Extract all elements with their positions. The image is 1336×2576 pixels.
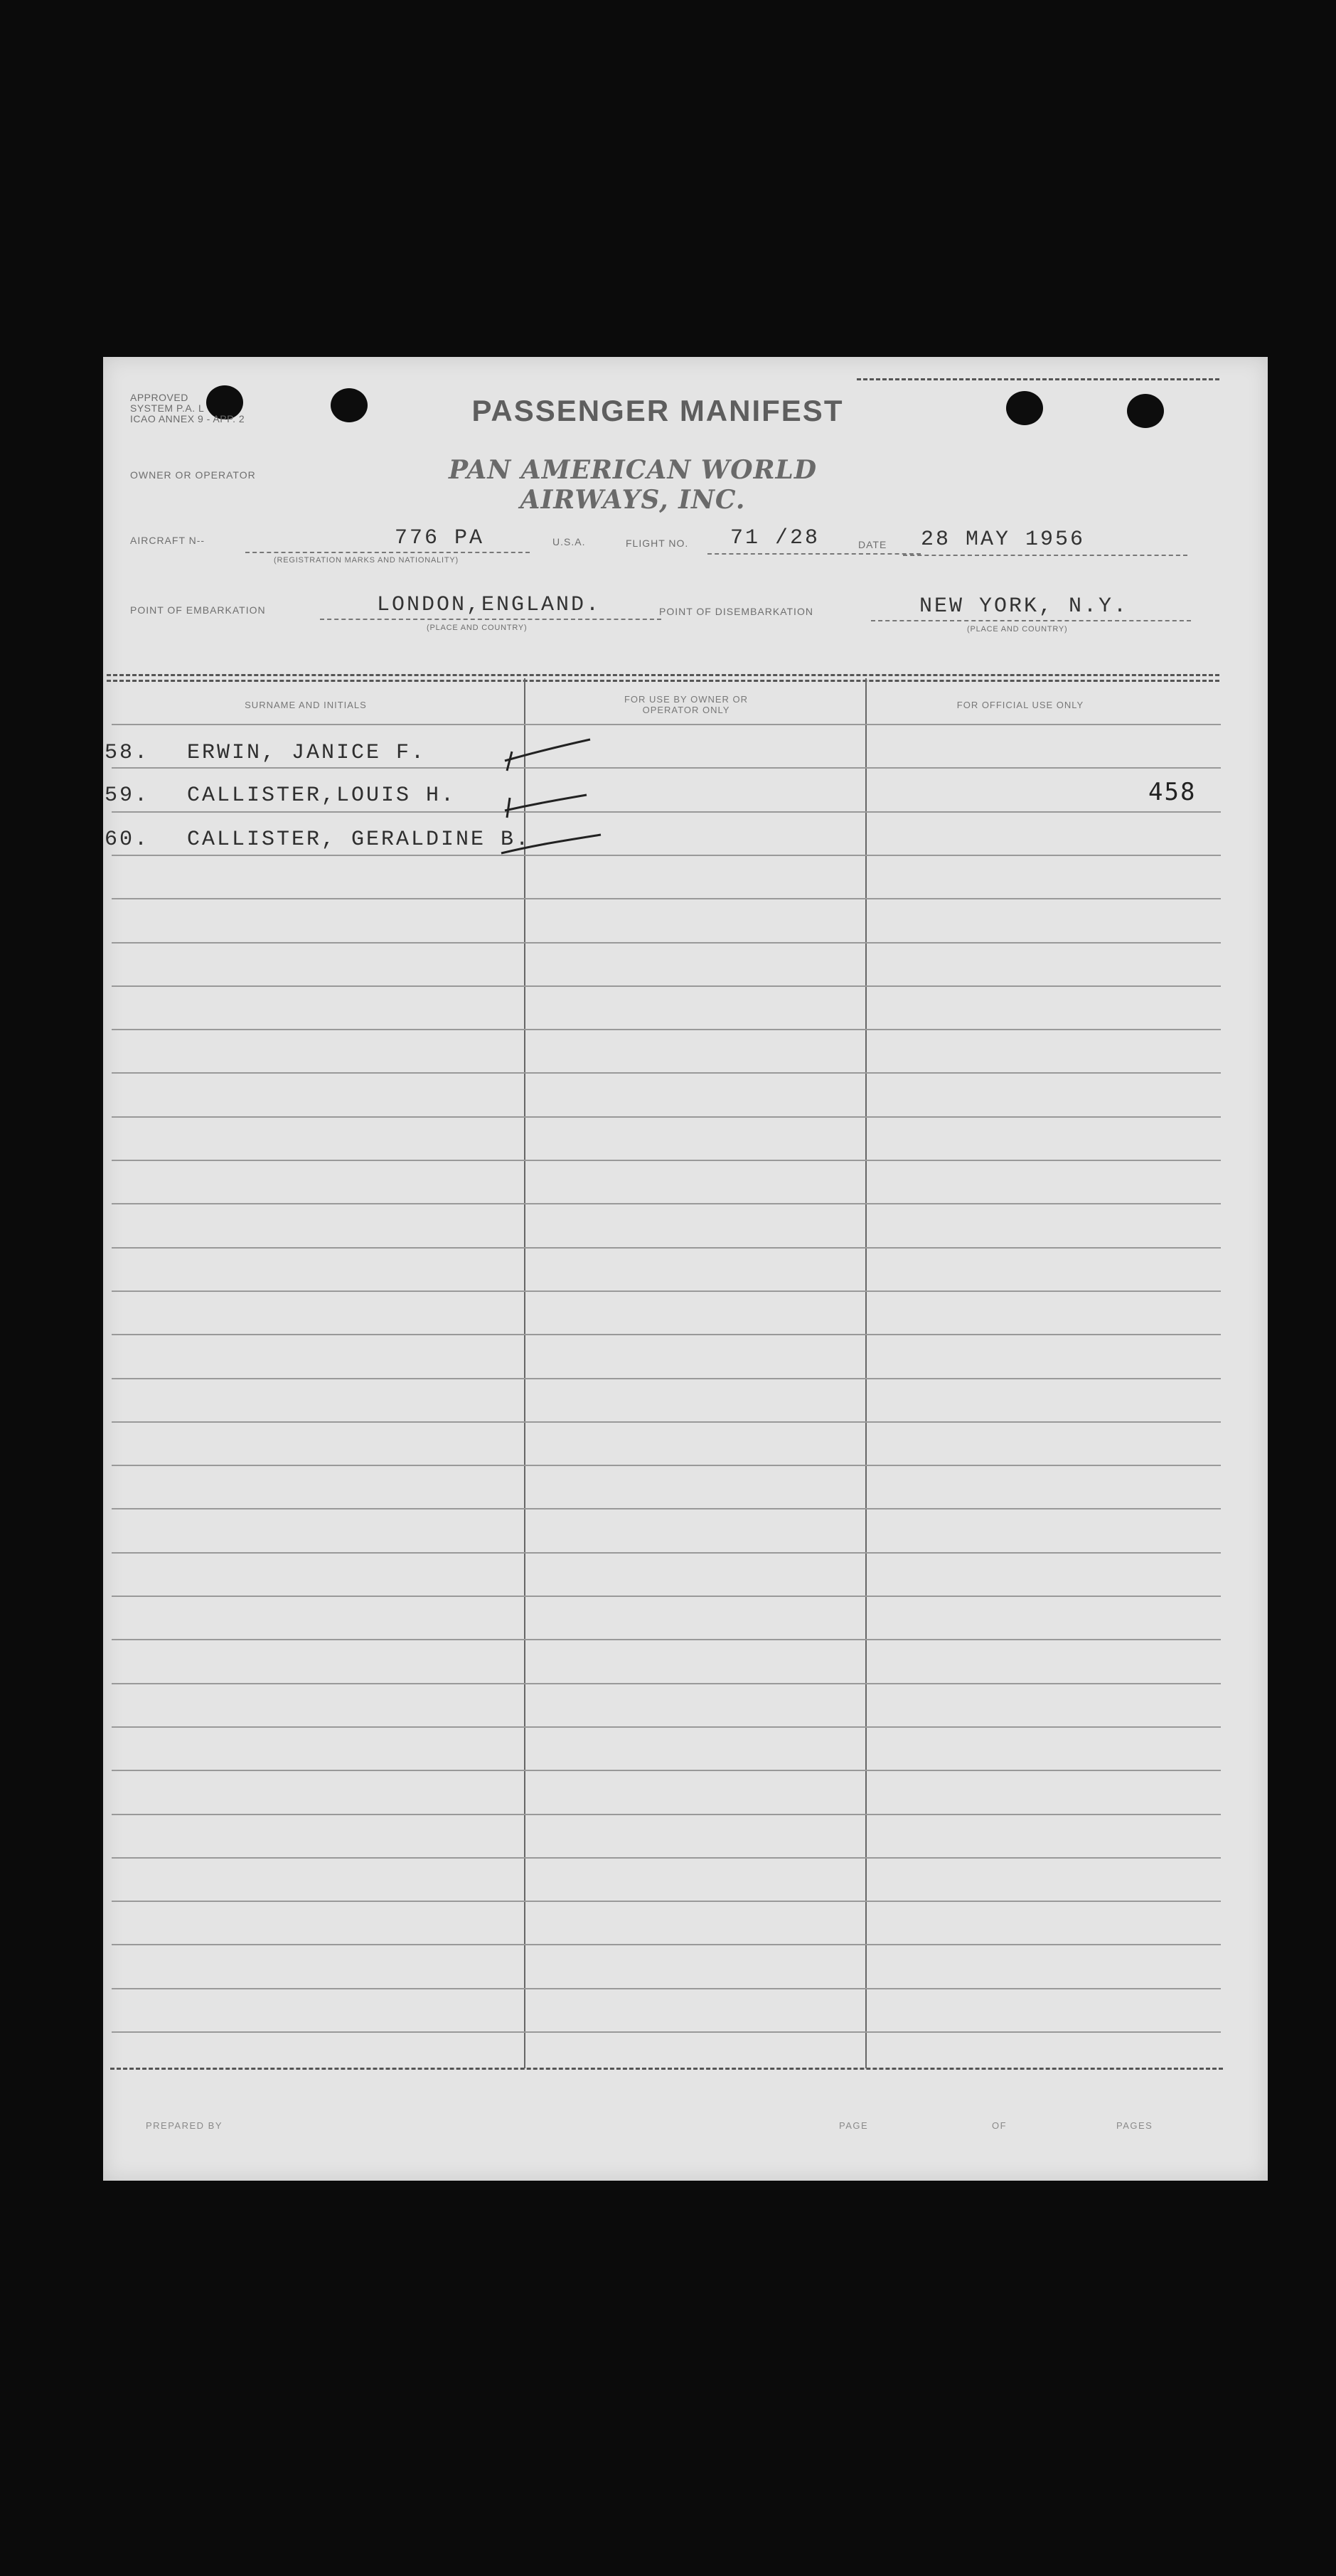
table-rule bbox=[112, 1465, 1221, 1466]
company-name: PAN AMERICAN WORLD AIRWAYS, INC. bbox=[448, 455, 818, 515]
owner-label: OWNER OR OPERATOR bbox=[130, 469, 256, 481]
date-value: 28 MAY 1956 bbox=[921, 528, 1086, 552]
table-rule bbox=[112, 1378, 1221, 1379]
flight-label: FLIGHT NO. bbox=[626, 538, 689, 549]
col-header-operator: FOR USE BY OWNER OR OPERATOR ONLY bbox=[624, 694, 749, 715]
table-rule bbox=[112, 855, 1221, 856]
passenger-name: ERWIN, JANICE F. bbox=[187, 741, 427, 765]
disembark-underline bbox=[871, 620, 1191, 621]
embark-label: POINT OF EMBARKATION bbox=[130, 604, 266, 616]
table-rule bbox=[112, 942, 1221, 944]
approved-line: ICAO ANNEX 9 - APP. 2 bbox=[130, 413, 245, 424]
col-header-name: SURNAME AND INITIALS bbox=[245, 700, 367, 710]
embark-underline bbox=[320, 619, 661, 620]
table-rule bbox=[112, 2031, 1221, 2033]
date-label: DATE bbox=[858, 539, 887, 550]
table-rule bbox=[112, 1334, 1221, 1335]
row-number: 58. bbox=[105, 741, 150, 765]
table-rule bbox=[112, 1290, 1221, 1292]
table-rule bbox=[112, 1988, 1221, 1989]
table-rule bbox=[112, 1160, 1221, 1161]
pages-label: PAGES bbox=[1116, 2120, 1153, 2131]
row-number: 59. bbox=[105, 784, 150, 808]
embark-sublabel: (PLACE AND COUNTRY) bbox=[427, 624, 528, 632]
table-rule bbox=[112, 1901, 1221, 1902]
passenger-name: CALLISTER,LOUIS H. bbox=[187, 784, 456, 808]
table-rule bbox=[112, 1596, 1221, 1597]
aircraft-underline bbox=[245, 552, 530, 553]
table-rule bbox=[112, 1116, 1221, 1118]
table-rule bbox=[112, 724, 1221, 725]
punch-hole bbox=[1006, 391, 1043, 425]
table-rule bbox=[112, 1203, 1221, 1204]
embark-value: LONDON,ENGLAND. bbox=[377, 593, 602, 617]
table-rule bbox=[112, 1814, 1221, 1815]
table-rule bbox=[112, 1857, 1221, 1859]
table-rule bbox=[112, 1552, 1221, 1554]
table-rule bbox=[112, 985, 1221, 987]
table-rule bbox=[112, 898, 1221, 899]
date-underline bbox=[903, 555, 1187, 556]
of-label: OF bbox=[992, 2120, 1008, 2131]
approved-line: SYSTEM P.A. L bbox=[130, 402, 205, 414]
table-rule bbox=[112, 767, 1221, 769]
handwritten-tick-marks bbox=[487, 720, 615, 862]
check-mark bbox=[507, 752, 512, 771]
col-divider bbox=[865, 678, 867, 2068]
table-rule bbox=[112, 1944, 1221, 1945]
aircraft-value: 776 PA bbox=[395, 526, 485, 550]
table-rule bbox=[112, 1421, 1221, 1423]
row-number: 60. bbox=[105, 828, 150, 852]
header-rule bbox=[107, 674, 1219, 676]
prepared-by-label: PREPARED BY bbox=[146, 2120, 223, 2131]
check-mark bbox=[505, 739, 590, 761]
table-rule bbox=[112, 1683, 1221, 1684]
bottom-rule bbox=[110, 2068, 1223, 2070]
table-rule bbox=[112, 1726, 1221, 1728]
table-rule bbox=[112, 1247, 1221, 1249]
table-rule bbox=[112, 811, 1221, 813]
punch-hole bbox=[331, 388, 368, 422]
approved-line: APPROVED bbox=[130, 392, 188, 403]
usa-label: U.S.A. bbox=[552, 536, 586, 547]
flight-value: 71 /28 bbox=[730, 526, 821, 550]
disembark-value: NEW YORK, N.Y. bbox=[919, 594, 1129, 619]
col-divider bbox=[524, 678, 525, 2068]
check-mark bbox=[501, 835, 601, 853]
aircraft-label: AIRCRAFT N-- bbox=[130, 535, 205, 546]
passenger-name: CALLISTER, GERALDINE B. bbox=[187, 828, 531, 852]
table-rule bbox=[112, 1770, 1221, 1771]
table-rule bbox=[112, 1072, 1221, 1074]
check-mark bbox=[507, 798, 510, 818]
aircraft-sublabel: (REGISTRATION MARKS AND NATIONALITY) bbox=[274, 556, 459, 565]
page-label: PAGE bbox=[839, 2120, 869, 2131]
official-number: 458 bbox=[1148, 778, 1197, 806]
approval-stamp bbox=[130, 392, 272, 424]
check-mark bbox=[505, 795, 587, 811]
disembark-sublabel: (PLACE AND COUNTRY) bbox=[967, 625, 1068, 634]
manifest-sheet bbox=[103, 357, 1268, 2181]
header-rule-2 bbox=[107, 680, 1219, 682]
punch-hole bbox=[1127, 394, 1164, 428]
page-title: PASSENGER MANIFEST bbox=[471, 394, 844, 427]
col-header-official: FOR OFFICIAL USE ONLY bbox=[956, 700, 1084, 710]
table-rule bbox=[112, 1508, 1221, 1509]
title-rule bbox=[857, 378, 1219, 380]
disembark-label: POINT OF DISEMBARKATION bbox=[659, 606, 813, 617]
flight-underline bbox=[707, 553, 921, 555]
table-rule bbox=[112, 1639, 1221, 1640]
table-rule bbox=[112, 1029, 1221, 1030]
